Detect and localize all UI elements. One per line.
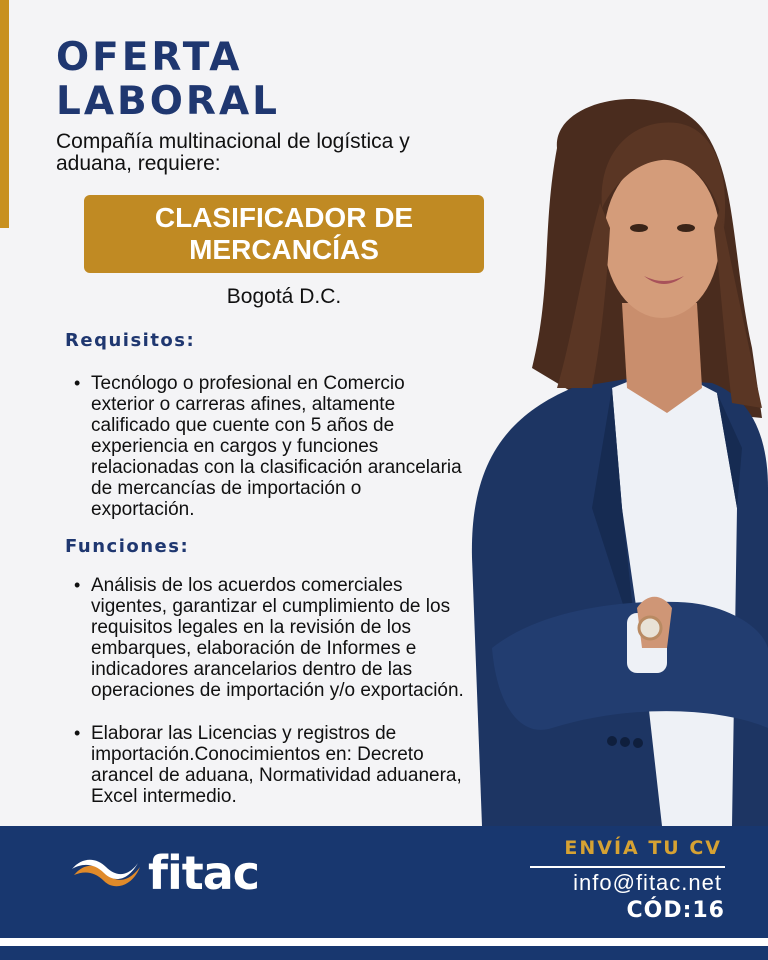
offer-code: CÓD:16	[626, 898, 725, 923]
list-item: • Análisis de los acuerdos comerciales vigentes, garantizar el cumplimiento de los requisitos legales en la revisión de los embarques, elaboración de Informes e indicadores arancelarios dentro de las operaciones de importación y/o exportación.	[74, 575, 464, 701]
requirements-heading: Requisitos:	[65, 330, 196, 351]
businesswoman-portrait	[462, 88, 768, 826]
logo-text: fitac	[148, 846, 260, 900]
functions-heading: Funciones:	[65, 536, 190, 557]
footer-stripe	[0, 938, 768, 946]
list-item: • Tecnólogo o profesional en Comercio exterior o carreras afines, altamente calificado que cuente con 5 años de experiencia en cargos y funciones relacionadas con la clasificación arancelaria de mercancías de importación o exportación.	[74, 373, 464, 520]
requirements-list	[74, 373, 464, 542]
page-title	[56, 36, 280, 124]
position-banner	[84, 195, 484, 273]
position-title: CLASIFICADOR DE MERCANCÍAS	[154, 202, 414, 265]
gold-accent-bar	[0, 0, 9, 228]
list-item: • Elaborar las Licencias y registros de importación.Conocimientos en: Decreto arancel de aduana, Normatividad aduanera, Excel intermedio.	[74, 723, 464, 807]
functions-list	[74, 575, 464, 829]
fitac-logo	[72, 848, 262, 898]
cta-divider	[530, 866, 725, 868]
title-line-2: LABORAL	[56, 79, 280, 124]
contact-email[interactable]: info@fitac.net	[573, 870, 722, 895]
job-location: Bogotá D.C.	[226, 285, 342, 308]
company-subtitle: Compañía multinacional de logística y aduana, requiere:	[56, 130, 410, 175]
send-cv-title: ENVÍA TU CV	[564, 837, 722, 859]
fitac-swoosh-logo	[72, 853, 142, 893]
title-line-1: OFERTA	[56, 35, 243, 80]
